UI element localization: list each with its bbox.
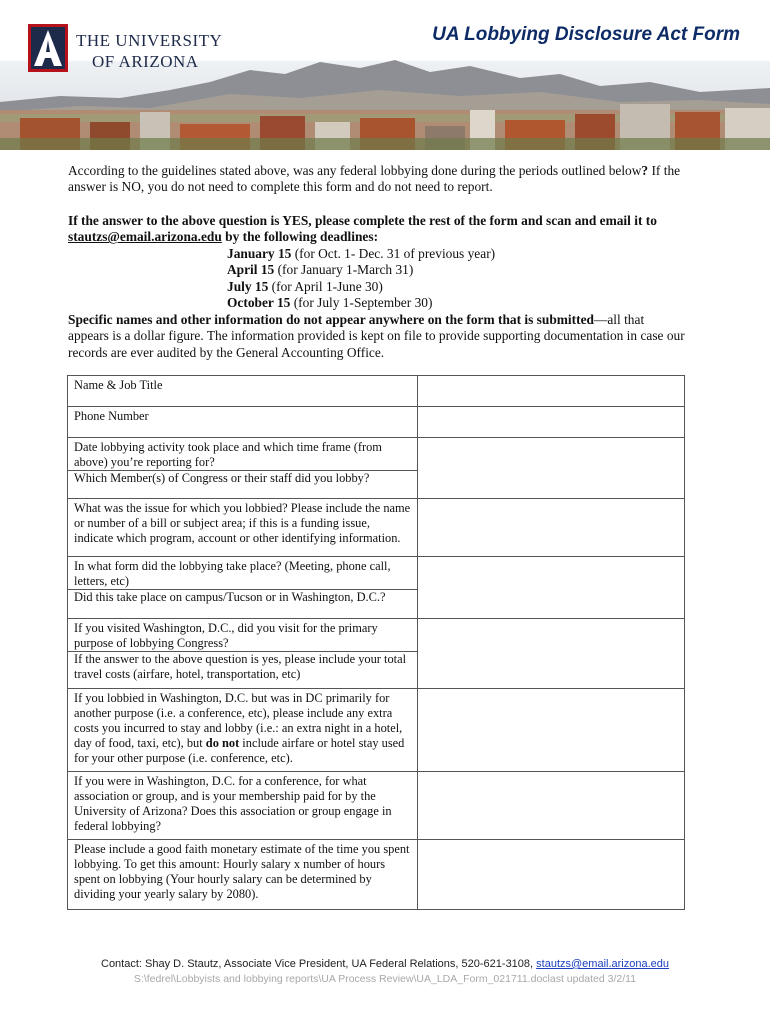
answer-field[interactable] bbox=[418, 407, 685, 438]
question-cell: Name & Job Title bbox=[68, 376, 418, 407]
question-cell: Phone Number bbox=[68, 407, 418, 438]
question-cell: In what form did the lobbying take place? (Meeting, phone call, letters, etc) Did this take place on campus/Tucson or in Washington, D.C.? bbox=[68, 557, 418, 619]
answer-field[interactable] bbox=[418, 376, 685, 407]
table-row bbox=[68, 840, 685, 910]
deadline-item: April 15 (for January 1-March 31) bbox=[227, 262, 414, 278]
footer-contact: Contact: Shay D. Stautz, Associate Vice President, UA Federal Relations, 520-621-3108, stautzs@email.arizona.edu bbox=[101, 958, 669, 970]
deadline-item: October 15 (for July 1-September 30) bbox=[227, 294, 433, 310]
disclosure-questions-table bbox=[67, 375, 685, 910]
university-name-line1: THE UNIVERSITY bbox=[76, 31, 223, 50]
table-row bbox=[68, 772, 685, 840]
question-cell: Date lobbying activity took place and which time frame (from above) you’re reporting for? Which Member(s) of Congress or their staff did you lobby? bbox=[68, 438, 418, 499]
submission-email-link[interactable]: stautzs@email.arizona.edu bbox=[68, 229, 222, 245]
table-row bbox=[68, 619, 685, 689]
table-row bbox=[68, 438, 685, 499]
answer-field[interactable] bbox=[418, 619, 685, 689]
footer-file-path: S:\fedrel\Lobbyists and lobbying reports\UA Process Review\UA_LDA_Form_021711.doclast updated 3/2/11 bbox=[133, 973, 637, 985]
question-cell: If you lobbied in Washington, D.C. but was in DC primarily for another purpose (i.e. a conference, etc), please include any extra costs you incurred to stay and lobby (i.e.: an extra night in a hotel, day of food, taxi, etc), but do not include airfare or hotel stay used for your other purpose (i.e. conference, etc). bbox=[68, 689, 418, 772]
question-cell: If you visited Washington, D.C., did you visit for the primary purpose of lobbying Congress? If the answer to the above question is yes, please include your total travel costs (airfare, hotel, transportation, etc) bbox=[68, 619, 418, 689]
intro-paragraph: According to the guidelines stated above, was any federal lobbying done during the periods outlined below? If the answer is NO, you do not need to complete this form and do not need to report. bbox=[68, 163, 681, 195]
table-row bbox=[68, 376, 685, 407]
question-cell: If you were in Washington, D.C. for a conference, for what association or group, and is your membership paid for by the University of Arizona? Does this association or group engage in federal lobbying? bbox=[68, 772, 418, 840]
footer-email-link[interactable]: stautzs@email.arizona.edu bbox=[536, 958, 669, 970]
deadline-item: July 15 (for April 1-June 30) bbox=[227, 278, 383, 294]
table-row bbox=[68, 499, 685, 557]
privacy-note: Specific names and other information do not appear anywhere on the form that is submitted—all that appears is a dollar figure. The information provided is kept on file to provide supporting documentation in case our records are ever audited by the General Accounting Office. bbox=[68, 312, 685, 360]
form-title: UA Lobbying Disclosure Act Form bbox=[432, 24, 740, 45]
table-row bbox=[68, 689, 685, 772]
header-banner bbox=[0, 0, 770, 150]
submission-instructions: If the answer to the above question is YES, please complete the rest of the form and scan and email it to stautzs@email.arizona.edu by the following deadlines: bbox=[68, 213, 657, 245]
deadline-item: January 15 (for Oct. 1- Dec. 31 of previous year) bbox=[227, 246, 496, 261]
answer-field[interactable] bbox=[418, 689, 685, 772]
answer-field[interactable] bbox=[418, 438, 685, 499]
deadline-list bbox=[227, 246, 495, 311]
table-row bbox=[68, 407, 685, 438]
question-cell: Please include a good faith monetary estimate of the time you spent lobbying. To get this amount: Hourly salary x number of hours spent on lobbying (Your hourly salary can be determined by dividing your yearly salary by 2080). bbox=[68, 840, 418, 910]
answer-field[interactable] bbox=[418, 772, 685, 840]
answer-field[interactable] bbox=[418, 557, 685, 619]
university-logo bbox=[28, 24, 223, 74]
table-row bbox=[68, 557, 685, 619]
block-a-logo-icon bbox=[28, 24, 68, 72]
university-name-line2: OF ARIZONA bbox=[92, 52, 199, 71]
question-cell: What was the issue for which you lobbied? Please include the name or number of a bill or subject area; if this is a funding issue, indicate which program, account or other identifying information. bbox=[68, 499, 418, 557]
answer-field[interactable] bbox=[418, 499, 685, 557]
answer-field[interactable] bbox=[418, 840, 685, 910]
